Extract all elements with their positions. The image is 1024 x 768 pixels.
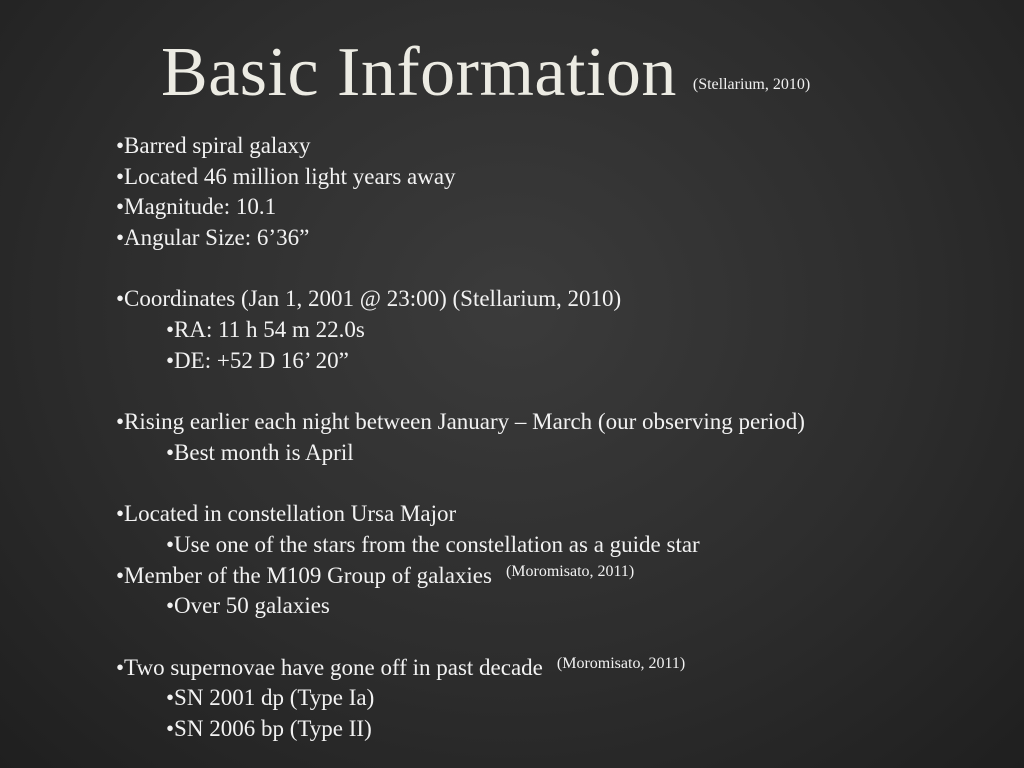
spacer — [116, 469, 1016, 500]
sub-bullet-item: •Over 50 galaxies — [166, 593, 330, 619]
spacer — [116, 622, 1016, 653]
bullet-text: •Member of the M109 Group of galaxies — [116, 562, 492, 588]
title-row — [161, 28, 810, 118]
spacer — [116, 377, 1016, 408]
bullet-item: •Located in constellation Ursa Major — [116, 501, 457, 527]
citation: (Moromisato, 2011) — [556, 654, 686, 672]
bullet-text: •Two supernovae have gone off in past decade — [116, 654, 543, 680]
spacer — [116, 254, 1016, 285]
bullet-item: •Magnitude: 10.1 — [116, 194, 277, 220]
bullet-item: •Rising earlier each night between January – March (our observing period) — [116, 409, 805, 435]
sub-bullet-item: •Best month is April — [166, 439, 354, 465]
sub-bullet-item: •Use one of the stars from the constellation as a guide star — [166, 531, 700, 557]
bullet-item: •Angular Size: 6’36” — [116, 225, 310, 251]
bullet-item: •Located 46 million light years away — [116, 163, 456, 189]
sub-bullet-item: •SN 2001 dp (Type Ia) — [166, 685, 375, 711]
title-citation: (Stellarium, 2010) — [692, 76, 811, 93]
sub-bullet-item: •DE: +52 D 16’ 20” — [166, 347, 349, 373]
slide-title: Basic Information — [161, 34, 677, 111]
sub-bullet-item: •RA: 11 h 54 m 22.0s — [166, 317, 365, 343]
bullet-item-with-citation — [116, 561, 1016, 592]
bullet-item: •Barred spiral galaxy — [116, 133, 311, 158]
sub-bullet-item: •SN 2006 bp (Type II) — [166, 716, 372, 742]
bullet-list — [116, 131, 1016, 745]
citation: (Moromisato, 2011) — [505, 562, 635, 580]
bullet-item-with-citation — [116, 653, 1016, 684]
bullet-item: •Coordinates (Jan 1, 2001 @ 23:00) (Stellarium, 2010) — [116, 286, 622, 312]
